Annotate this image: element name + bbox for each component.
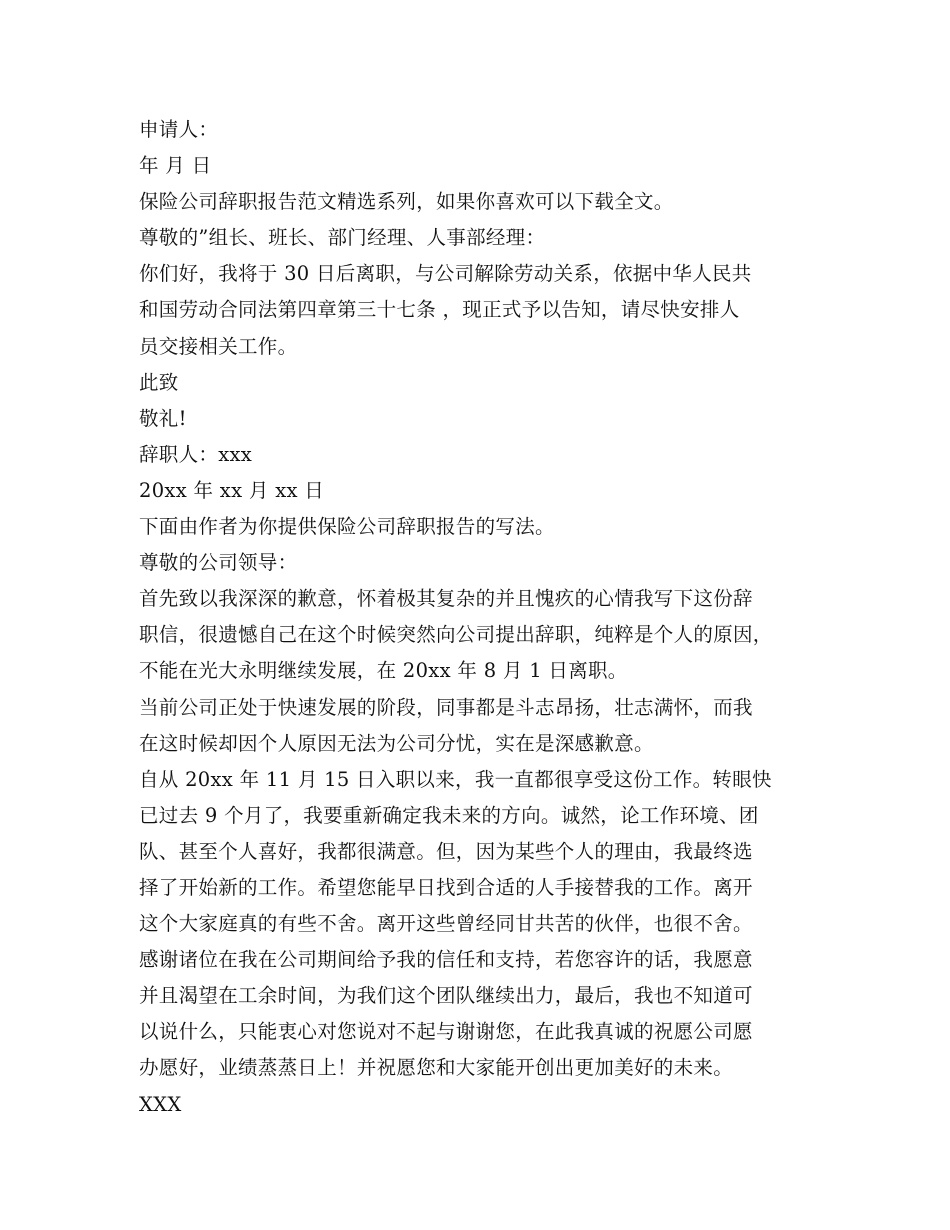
body-line: 感谢诸位在我在公司期间给予我的信任和支持，若您容许的话，我愿意 (139, 948, 753, 972)
salutation-line: 尊敬的”组长、班长、部门经理、人事部经理： (139, 226, 546, 250)
signature-line: 辞职人：xxx (139, 442, 253, 466)
series-intro-line: 保险公司辞职报告范文精选系列，如果你喜欢可以下载全文。 (139, 190, 674, 214)
body-line: 员交接相关工作。 (139, 334, 298, 358)
signature-line: XXX (139, 1092, 182, 1116)
body-line: 自从 20xx 年 11 月 15 日入职以来，我一直都很享受这份工作。转眼快 (139, 767, 772, 791)
body-line: 队、甚至个人喜好，我都很满意。但，因为某些个人的理由，我最终选 (139, 839, 753, 863)
salutation-line: 尊敬的公司领导： (139, 551, 298, 575)
body-line: 办愿好，业绩蒸蒸日上！并祝愿您和大家能开创出更加美好的未来。 (139, 1056, 734, 1080)
body-line: 职信，很遗憾自己在这个时候突然向公司提出辞职，纯粹是个人的原因， (139, 623, 773, 647)
closing-line: 此致 (139, 370, 179, 394)
body-line: 当前公司正处于快速发展的阶段，同事都是斗志昂扬，壮志满怀，而我 (139, 695, 753, 719)
body-line: 在这时候却因个人原因无法为公司分忧，实在是深感歉意。 (139, 731, 654, 755)
body-line: 以说什么，只能衷心对您说对不起与谢谢您，在此我真诚的祝愿公司愿 (139, 1020, 753, 1044)
body-line: 不能在光大永明继续发展，在 20xx 年 8 月 1 日离职。 (139, 659, 628, 683)
body-line: 和国劳动合同法第四章第三十七条 ，现正式予以告知，请尽快安排人 (139, 298, 740, 322)
section-intro-line: 下面由作者为你提供保险公司辞职报告的写法。 (139, 515, 555, 539)
body-line: 择了开始新的工作。希望您能早日找到合适的人手接替我的工作。离开 (139, 875, 753, 899)
date-placeholder-line: 年 月 日 (139, 154, 212, 178)
body-line: 并且渴望在工余时间，为我们这个团队继续出力，最后，我也不知道可 (139, 984, 753, 1008)
applicant-line: 申请人： (139, 118, 219, 141)
body-line: 这个大家庭真的有些不舍。离开这些曾经同甘共苦的伙伴，也很不舍。 (139, 912, 753, 936)
signature-date-line: 20xx 年 xx 月 xx 日 (139, 478, 325, 502)
body-line: 首先致以我深深的歉意，怀着极其复杂的并且愧疚的心情我写下这份辞 (139, 587, 753, 611)
body-line: 你们好，我将于 30 日后离职，与公司解除劳动关系，依据中华人民共 (139, 262, 752, 286)
closing-line: 敬礼! (139, 406, 187, 430)
body-line: 已过去 9 个月了，我要重新确定我未来的方向。诚然，论工作环境、团 (139, 803, 759, 827)
